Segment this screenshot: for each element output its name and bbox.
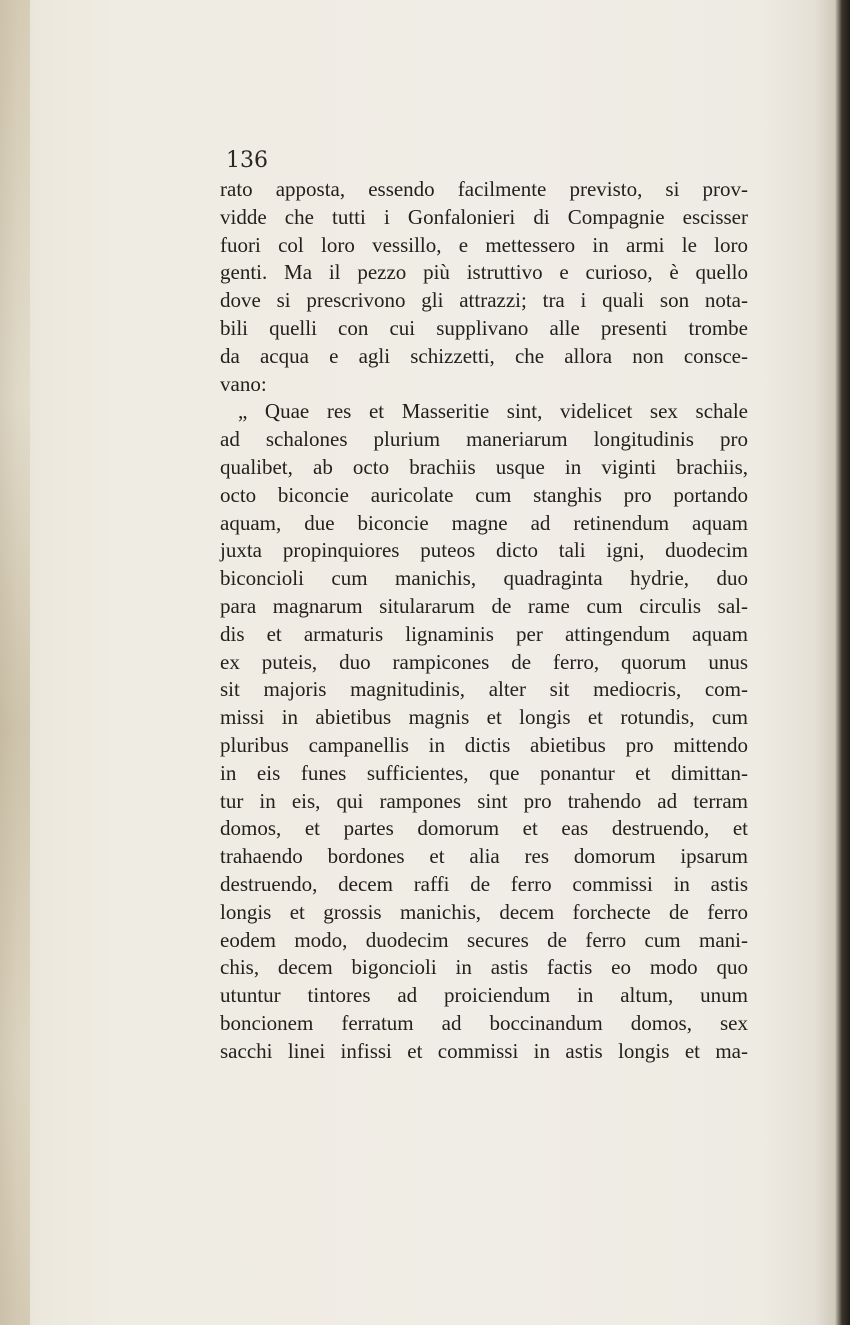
text-line: vidde che tutti i Gonfalonieri di Compagnie escisser [220,204,748,229]
text-line: ad schalones plurium maneriarum longitudinis pro [220,427,748,452]
body-text [220,176,748,1066]
text-line: destruendo, decem raffi de ferro commissi in astis [220,871,748,896]
text-line: sacchi linei infissi et commissi in astis longis et ma- [220,1038,748,1063]
text-line: biconcioli cum manichis, quadraginta hydrie, duo [220,566,748,591]
text-line: tur in eis, qui rampones sint pro trahendo ad terram [220,788,748,813]
text-line: longis et grossis manichis, decem forchecte de ferro [220,899,748,924]
text-line: pluribus campanellis in dictis abietibus pro mittendo [220,732,748,757]
text-line: rato apposta, essendo facilmente previsto, si prov- [220,177,748,201]
text-line: dove si prescrivono gli attrazzi; tra i quali son nota- [220,288,748,313]
text-line: juxta propinquiores puteos dicto tali igni, duodecim [220,538,748,563]
text-line: „ Quae res et Masseritie sint, videlicet sex schale [238,399,748,424]
text-line: eodem modo, duodecim secures de ferro cum mani- [220,927,748,952]
text-line: bili quelli con cui supplivano alle presenti trombe [220,315,748,340]
text-line: utuntur tintores ad proiciendum in altum, unum [220,983,748,1008]
text-line: da acqua e agli schizzetti, che allora non consce- [220,343,748,368]
text-line: chis, decem bigoncioli in astis factis eo modo quo [220,955,748,980]
text-line: aquam, due biconcie magne ad retinendum aquam [220,510,748,535]
text-line: fuori col loro vessillo, e mettessero in armi le loro [220,232,748,257]
text-line: genti. Ma il pezzo più istruttivo e curioso, è quello [220,260,748,285]
text-line: octo biconcie auricolate cum stanghis pro portando [220,482,748,507]
text-line: para magnarum situlararum de rame cum circulis sal- [220,593,748,618]
text-line: qualibet, ab octo brachiis usque in viginti brachiis, [220,454,748,479]
page-edge-stain [0,0,30,1325]
text-line: vano: [220,371,267,396]
text-line: domos, et partes domorum et eas destruendo, et [220,816,748,841]
page-number: 136 [226,148,268,173]
text-line: in eis funes sufficientes, que ponantur et dimittan- [220,760,748,785]
text-line: dis et armaturis lignaminis per attingendum aquam [220,621,748,646]
text-line: sit majoris magnitudinis, alter sit mediocris, com- [220,677,748,702]
text-line: trahaendo bordones et alia res domorum ipsarum [220,844,748,869]
text-line: boncionem ferratum ad boccinandum domos, sex [220,1010,748,1035]
text-line: ex puteis, duo rampicones de ferro, quorum unus [220,649,748,674]
text-line: missi in abietibus magnis et longis et rotundis, cum [220,705,748,730]
